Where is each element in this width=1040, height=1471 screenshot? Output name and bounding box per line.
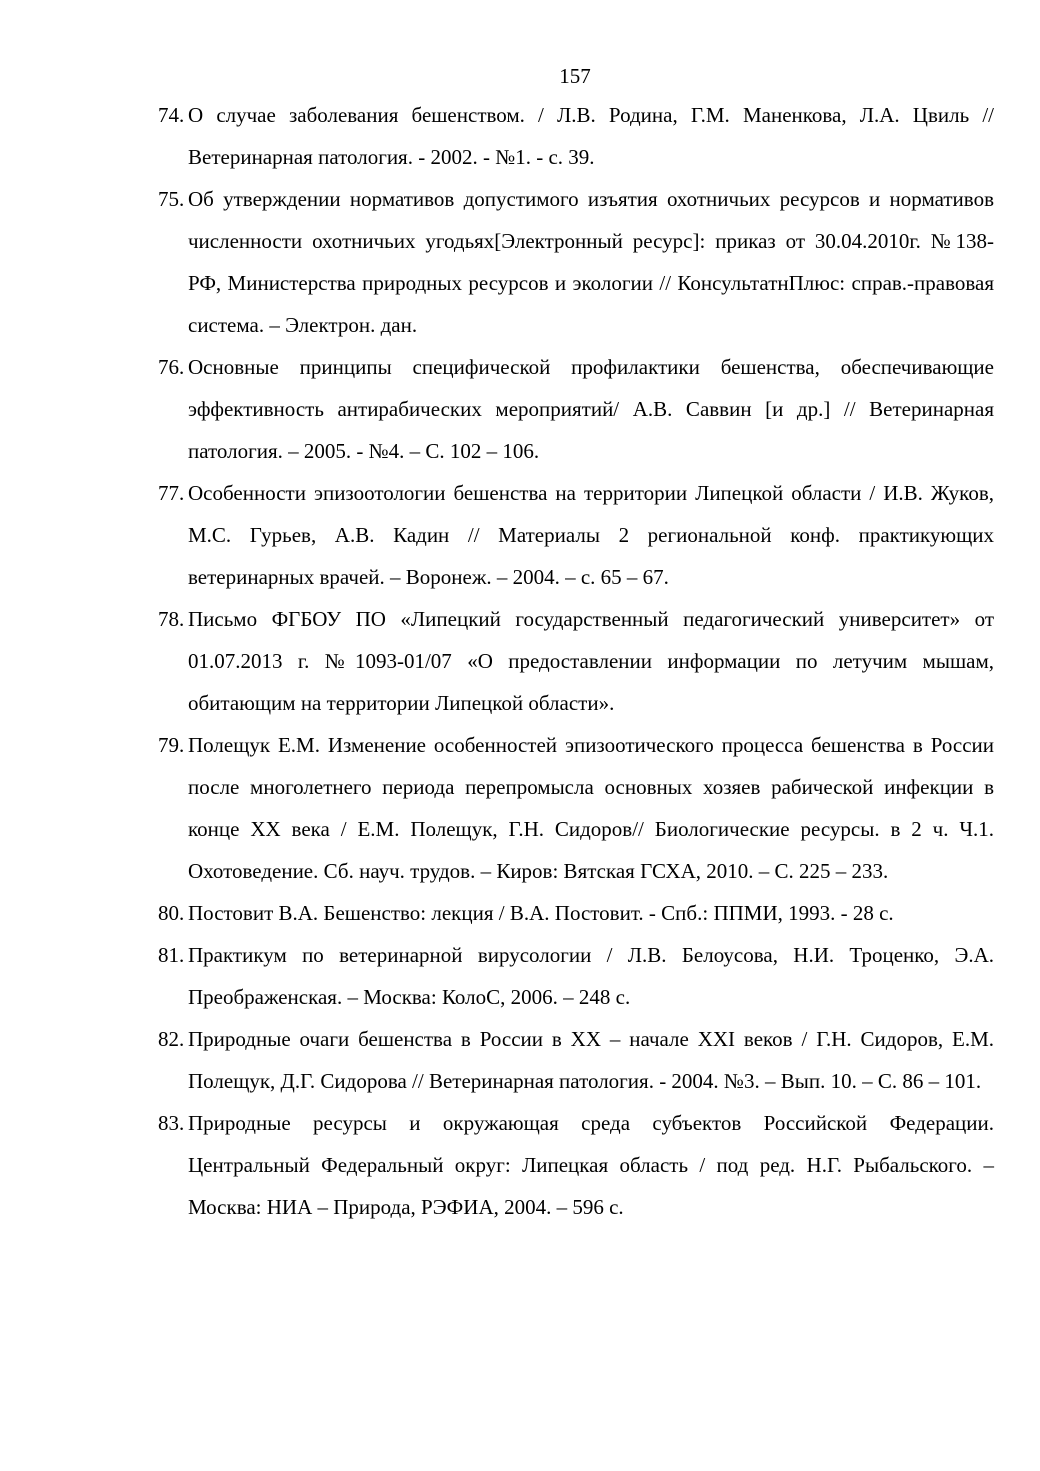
reference-item-76: [158, 346, 994, 472]
reference-item-82: [158, 1018, 994, 1102]
reference-text: Особенности эпизоотологии бешенства на территории Липецкой области / И.В. Жуков, М.С. Гурьев, А.В. Кадин // Материалы 2 региональной конф. практикующих ветеринарных врачей. – Воронеж. – 2004. – с. 65 – 67.: [188, 481, 994, 589]
reference-item-79: [158, 724, 994, 892]
reference-item-75: [158, 178, 994, 346]
reference-list: [158, 94, 994, 1228]
reference-number: 75 .: [158, 178, 188, 346]
reference-text: Письмо ФГБОУ ПО «Липецкий государственный педагогический университет» от 01.07.2013 г. №1093-01/07 «О предоставлении информации по летучим мышам, обитающим на территории Липецкой области».: [188, 607, 994, 715]
reference-number: 83 .: [158, 1102, 188, 1228]
reference-number: 79 .: [158, 724, 188, 892]
page-number: 157: [559, 64, 591, 88]
reference-text: Природные ресурсы и окружающая среда субъектов Российской Федерации. Центральный Федеральный округ: Липецкая область / под ред. Н.Г. Рыбальского. – Москва: НИА – Природа, РЭФИА, 2004. – 596 с.: [188, 1111, 994, 1219]
reference-item-81: [158, 934, 994, 1018]
reference-text: Полещук Е.М. Изменение особенностей эпизоотического процесса бешенства в России после многолетнего периода перепромысла основных хозяев рабической инфекции в конце XX века / Е.М. Полещук, Г.Н. Сидоров// Биологические ресурсы. в 2 ч. Ч.1. Охотоведение. Сб. науч. трудов. – Киров: Вятская ГСХА, 2010. – С. 225 – 233.: [188, 733, 994, 883]
reference-number: 82 .: [158, 1018, 188, 1102]
reference-item-80: [158, 892, 994, 934]
reference-number: 78 .: [158, 598, 188, 724]
reference-number: 80 .: [158, 892, 188, 934]
reference-number: 81 .: [158, 934, 188, 1018]
reference-number: 74 .: [158, 94, 188, 178]
reference-item-77: [158, 472, 994, 598]
reference-number: 76 .: [158, 346, 188, 472]
reference-item-78: [158, 598, 994, 724]
reference-text: Об утверждении нормативов допустимого изъятия охотничьих ресурсов и нормативов численности охотничьих угодьях[Электронный ресурс]: приказ от 30.04.2010г. №138- РФ, Министерства природных ресурсов и экологии // КонсультатнПлюс: справ.-правовая система. – Электрон. дан.: [188, 187, 994, 337]
reference-text: Практикум по ветеринарной вирусологии / Л.В. Белоусова, Н.И. Троценко, Э.А. Преображенская. – Москва: КолоС, 2006. – 248 с.: [188, 943, 994, 1009]
reference-text: Основные принципы специфической профилактики бешенства, обеспечивающие эффективность антирабических мероприятий/ А.В. Саввин [и др.] // Ветеринарная патология. – 2005. - №4. – С. 102 – 106.: [188, 355, 994, 463]
reference-number: 77 .: [158, 472, 188, 598]
reference-text: О случае заболевания бешенством. / Л.В. Родина, Г.М. Маненкова, Л.А. Цвиль // Ветеринарная патология. - 2002. - №1. - с. 39.: [188, 103, 994, 169]
reference-item-83: [158, 1102, 994, 1228]
reference-text: Постовит В.А. Бешенство: лекция / В.А. Постовит. - Спб.: ППМИ, 1993. - 28 с.: [188, 901, 894, 925]
reference-item-74: [158, 94, 994, 178]
reference-text: Природные очаги бешенства в России в XX – начале XXI веков / Г.Н. Сидоров, Е.М. Полещук, Д.Г. Сидорова // Ветеринарная патология. - 2004. №3. – Вып. 10. – С. 86 – 101.: [188, 1027, 994, 1093]
